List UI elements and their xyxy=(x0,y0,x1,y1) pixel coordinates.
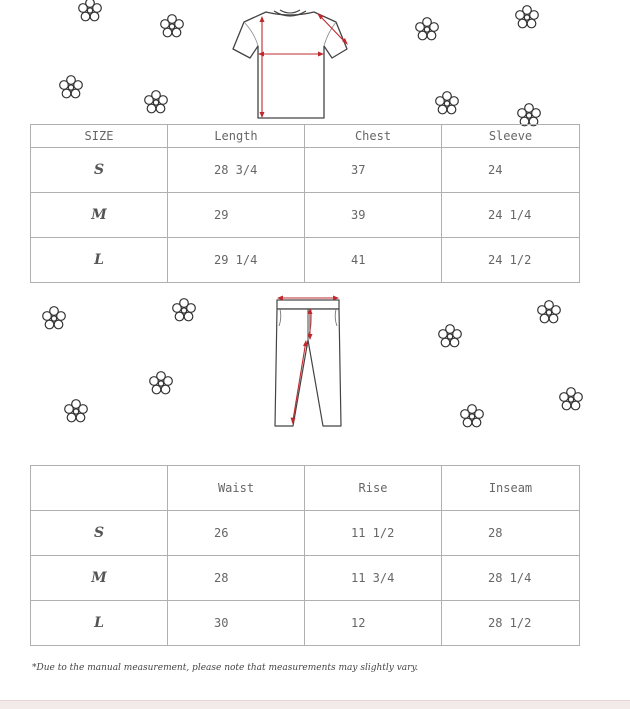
table-header-row xyxy=(31,125,580,148)
flower-icon xyxy=(514,4,540,30)
table-row xyxy=(31,556,580,601)
pants-size-table xyxy=(30,465,580,646)
flower-icon xyxy=(414,16,440,42)
flower-icon xyxy=(143,89,169,115)
value-cell: 37 xyxy=(305,148,442,193)
value-cell: 29 xyxy=(168,193,305,238)
flower-icon xyxy=(77,0,103,23)
value-cell: 41 xyxy=(305,238,442,283)
table-row xyxy=(31,148,580,193)
value-cell: 11 3/4 xyxy=(305,556,442,601)
size-cell: L xyxy=(31,601,168,646)
value-cell: 28 1/4 xyxy=(442,556,580,601)
header-cell: Sleeve xyxy=(442,125,580,148)
value-cell: 24 xyxy=(442,148,580,193)
flower-icon xyxy=(536,299,562,325)
size-cell: M xyxy=(31,556,168,601)
value-cell: 24 1/2 xyxy=(442,238,580,283)
pants-diagram-icon xyxy=(270,294,346,430)
header-cell: SIZE xyxy=(31,125,168,148)
table-row xyxy=(31,601,580,646)
measurement-note: *Due to the manual measurement, please note that measurements may slightly vary. xyxy=(32,663,419,673)
size-cell: M xyxy=(31,193,168,238)
size-cell: S xyxy=(31,148,168,193)
header-cell: Waist xyxy=(168,466,305,511)
flower-icon xyxy=(459,403,485,429)
shirt-size-table xyxy=(30,124,580,283)
value-cell: 39 xyxy=(305,193,442,238)
flower-icon xyxy=(159,13,185,39)
value-cell: 24 1/4 xyxy=(442,193,580,238)
flower-icon xyxy=(63,398,89,424)
value-cell: 29 1/4 xyxy=(168,238,305,283)
value-cell: 28 3/4 xyxy=(168,148,305,193)
value-cell: 12 xyxy=(305,601,442,646)
flower-icon xyxy=(148,370,174,396)
flower-icon xyxy=(58,74,84,100)
size-cell: S xyxy=(31,511,168,556)
header-cell xyxy=(31,466,168,511)
table-row xyxy=(31,511,580,556)
tshirt-diagram-icon xyxy=(228,4,354,126)
header-cell: Inseam xyxy=(442,466,580,511)
value-cell: 28 xyxy=(442,511,580,556)
value-cell: 11 1/2 xyxy=(305,511,442,556)
value-cell: 30 xyxy=(168,601,305,646)
header-cell: Chest xyxy=(305,125,442,148)
value-cell: 28 1/2 xyxy=(442,601,580,646)
table-row xyxy=(31,238,580,283)
flower-icon xyxy=(434,90,460,116)
size-cell: L xyxy=(31,238,168,283)
flower-icon xyxy=(41,305,67,331)
value-cell: 28 xyxy=(168,556,305,601)
table-header-row xyxy=(31,466,580,511)
table-row xyxy=(31,193,580,238)
header-cell: Rise xyxy=(305,466,442,511)
flower-icon xyxy=(558,386,584,412)
flower-icon xyxy=(437,323,463,349)
value-cell: 26 xyxy=(168,511,305,556)
flower-icon xyxy=(171,297,197,323)
header-cell: Length xyxy=(168,125,305,148)
